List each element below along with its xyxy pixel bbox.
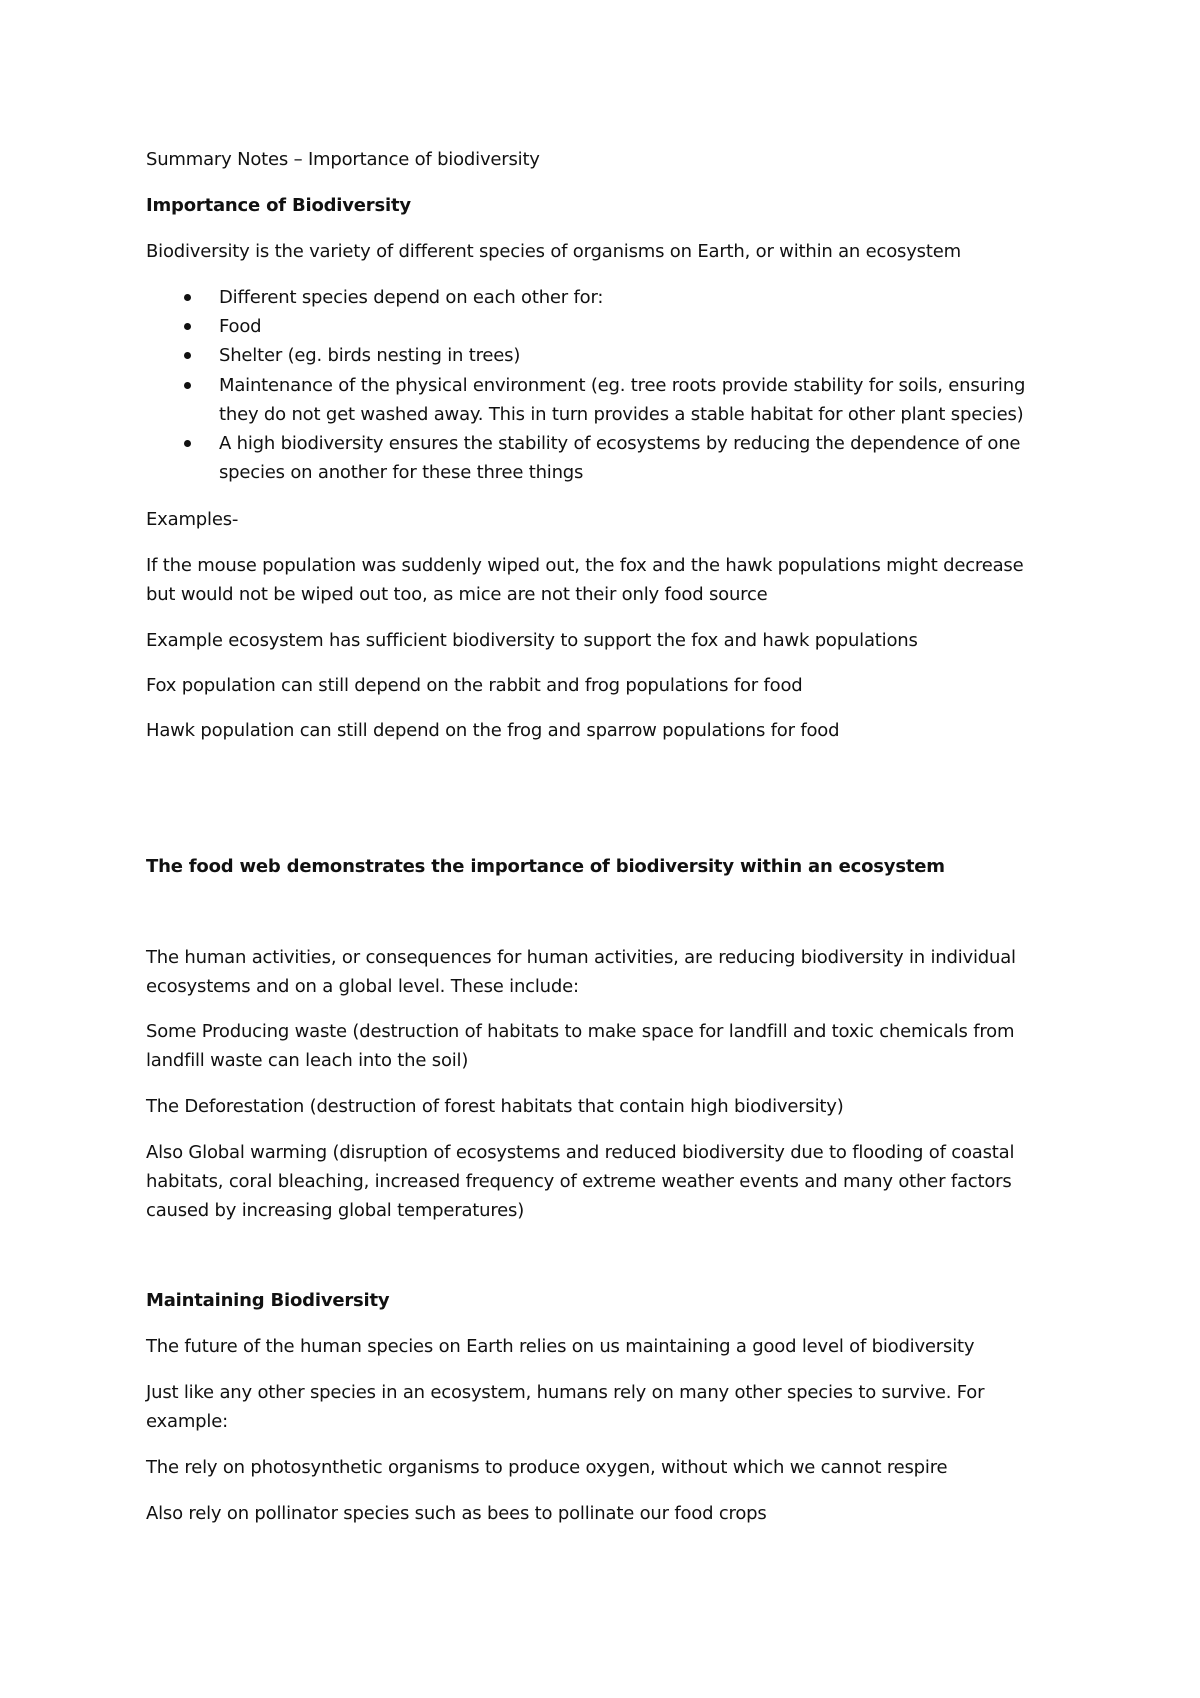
bullet-item-continuation: species on another for these three things [219, 462, 584, 483]
example-line: Hawk population can still depend on the frog and sparrow populations for food [146, 720, 840, 741]
section-heading-maintaining: Maintaining Biodiversity [146, 1290, 390, 1311]
bullet-marker [184, 323, 191, 330]
bullet-marker [184, 382, 191, 389]
human-activities-line: The Deforestation (destruction of forest habitats that contain high biodiversity) [146, 1096, 844, 1117]
human-activities-line: Also Global warming (disruption of ecosystems and reduced biodiversity due to flooding of coastal [146, 1142, 1015, 1163]
examples-label: Examples- [146, 509, 239, 530]
human-activities-line: landfill waste can leach into the soil) [146, 1050, 469, 1071]
bullet-marker [184, 352, 191, 359]
example-line: but would not be wiped out too, as mice are not their only food source [146, 584, 768, 605]
section-heading-importance: Importance of Biodiversity [146, 195, 411, 216]
maintaining-line: Also rely on pollinator species such as bees to pollinate our food crops [146, 1503, 767, 1524]
food-web-heading: The food web demonstrates the importance of biodiversity within an ecosystem [146, 856, 945, 877]
bullet-item: Maintenance of the physical environment (eg. tree roots provide stability for soils, ensuring [219, 375, 1026, 396]
human-activities-line: habitats, coral bleaching, increased frequency of extreme weather events and many other factors [146, 1171, 1012, 1192]
bullet-marker [184, 294, 191, 301]
human-activities-line: Some Producing waste (destruction of habitats to make space for landfill and toxic chemicals from [146, 1021, 1015, 1042]
bullet-item-continuation: they do not get washed away. This in turn provides a stable habitat for other plant species) [219, 404, 1024, 425]
example-line: Example ecosystem has sufficient biodiversity to support the fox and hawk populations [146, 630, 918, 651]
maintaining-line: The future of the human species on Earth relies on us maintaining a good level of biodiversity [146, 1336, 975, 1357]
human-activities-line: caused by increasing global temperatures) [146, 1200, 525, 1221]
title-line: Summary Notes – Importance of biodiversity [146, 149, 540, 170]
human-activities-line: ecosystems and on a global level. These include: [146, 976, 579, 997]
definition-text: Biodiversity is the variety of different species of organisms on Earth, or within an ecosystem [146, 241, 961, 262]
example-line: If the mouse population was suddenly wiped out, the fox and the hawk populations might decrease [146, 555, 1024, 576]
bullet-item: Shelter (eg. birds nesting in trees) [219, 345, 521, 366]
example-line: Fox population can still depend on the rabbit and frog populations for food [146, 675, 803, 696]
bullet-item: Food [219, 316, 262, 337]
maintaining-line: The rely on photosynthetic organisms to produce oxygen, without which we cannot respire [146, 1457, 948, 1478]
human-activities-line: The human activities, or consequences for human activities, are reducing biodiversity in individual [146, 947, 1016, 968]
bullet-item: Different species depend on each other for: [219, 287, 604, 308]
maintaining-line: example: [146, 1411, 228, 1432]
maintaining-line: Just like any other species in an ecosystem, humans rely on many other species to survive. For [146, 1382, 985, 1403]
bullet-item: A high biodiversity ensures the stability of ecosystems by reducing the dependence of one [219, 433, 1021, 454]
bullet-marker [184, 440, 191, 447]
